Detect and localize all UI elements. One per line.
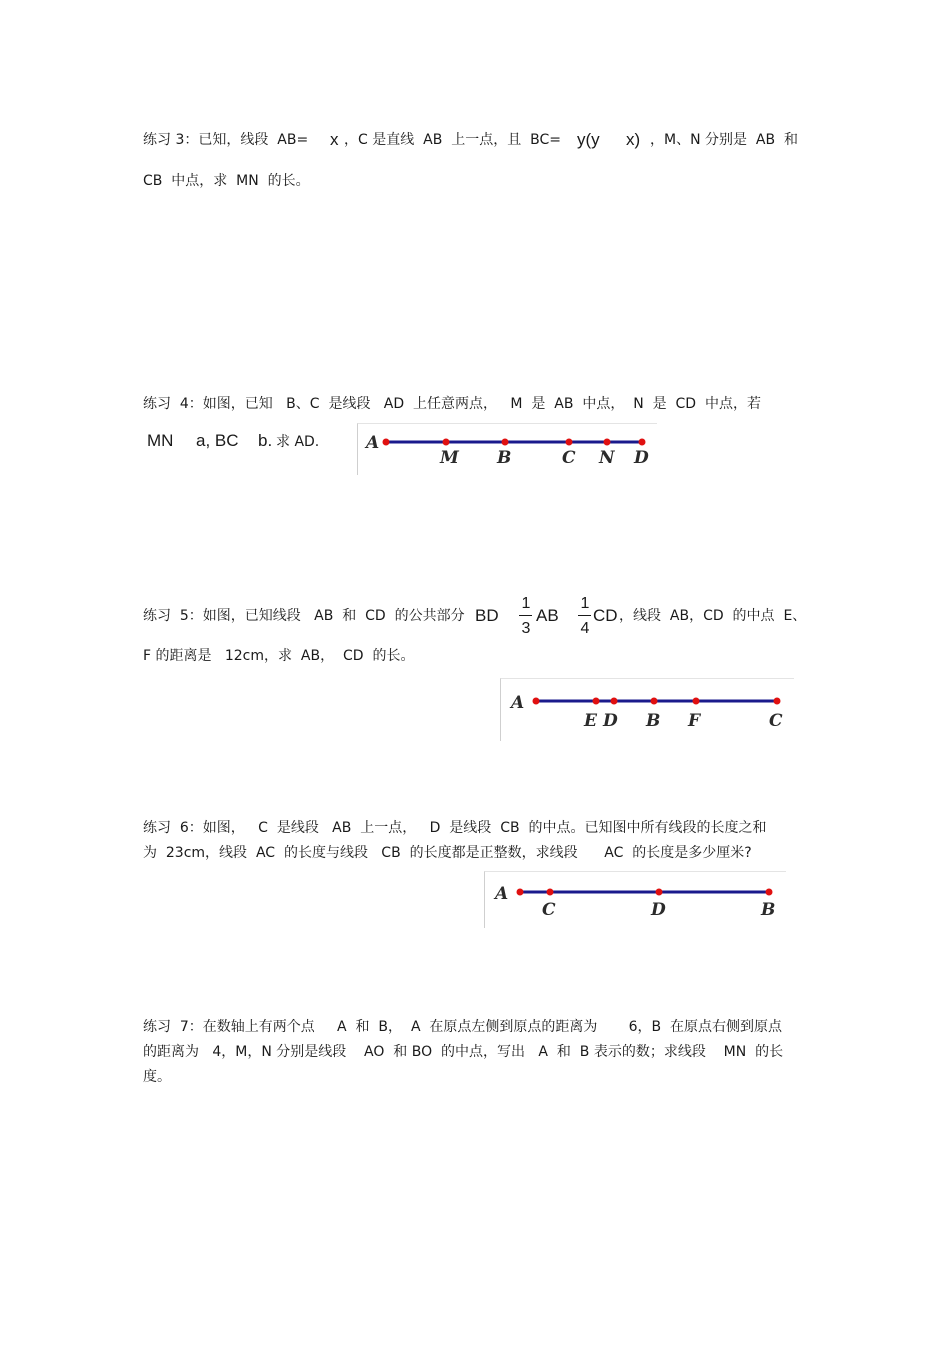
label-f: F: [688, 711, 701, 731]
point-c: [566, 439, 573, 446]
label-a: A: [495, 884, 509, 904]
label-b: B: [761, 900, 776, 920]
ex6-line1: 练习 6：如图， C 是线段 AB 上一点， D 是线段 CB 的中点。已知图中所有线段的长度之和: [143, 820, 767, 836]
point-m: [443, 439, 450, 446]
ex5-bd: BD: [475, 606, 499, 625]
ex4-line1: 练习 4：如图，已知 B、C 是线段 AD 上任意两点， M 是 AB 中点， N 是 CD 中点，若: [143, 396, 761, 412]
ex3-line1-mid: ，C 是直线 AB 上一点，且 BC=: [344, 132, 561, 148]
point-d: [656, 889, 663, 896]
point-a: [533, 698, 540, 705]
point-a: [383, 439, 390, 446]
ex6-figure: [484, 871, 786, 928]
ex3-var-x: x: [330, 130, 339, 149]
point-d: [611, 698, 618, 705]
label-n: N: [599, 448, 615, 468]
point-c: [774, 698, 781, 705]
point-f: [693, 698, 700, 705]
point-b: [766, 889, 773, 896]
point-c: [547, 889, 554, 896]
label-b: B: [646, 711, 661, 731]
ex5-frac2-bar: [578, 615, 591, 616]
ex5-line2: F 的距离是 12cm，求 AB， CD 的长。: [143, 648, 415, 664]
ex3-line1-pre: 练习 3：已知，线段 AB=: [143, 132, 309, 148]
point-d: [639, 439, 646, 446]
ex5-frac2-num: 1: [580, 595, 590, 612]
label-d: D: [603, 711, 618, 731]
ex5-ab: AB: [536, 606, 559, 625]
ex5-segment-diagram: [501, 679, 794, 741]
ex4-formula-b: b.: [258, 431, 273, 450]
ex3-line1-post: ，M、N 分别是 AB 和: [650, 132, 798, 148]
ex5-cd: CD: [593, 606, 618, 625]
ex7-line2: 的距离为 4，M，N 分别是线段 AO 和 BO 的中点，写出 A 和 B 表示的数；求线段 MN 的长: [143, 1044, 784, 1060]
label-d: D: [651, 900, 666, 920]
ex4-segment-diagram: [358, 424, 657, 475]
label-c: C: [562, 448, 576, 468]
point-a: [517, 889, 524, 896]
label-c: C: [542, 900, 556, 920]
ex4-formula-mn: MN: [147, 431, 174, 450]
label-a: A: [511, 693, 525, 713]
point-e: [593, 698, 600, 705]
ex4-figure: [357, 423, 657, 475]
label-m: M: [440, 448, 459, 468]
point-b: [502, 439, 509, 446]
ex4-tail: 求 AD.: [276, 434, 320, 450]
ex5-frac2-den: 4: [580, 620, 590, 637]
point-b: [651, 698, 658, 705]
label-e: E: [584, 711, 597, 731]
ex3-var-x2: x): [626, 130, 641, 149]
label-a: A: [366, 433, 380, 453]
ex7-line3: 度。: [143, 1069, 171, 1085]
label-d: D: [634, 448, 649, 468]
ex5-line1-post: ，线段 AB，CD 的中点 E、: [619, 608, 807, 624]
ex3-var-y: y(y: [577, 130, 600, 149]
ex5-figure: [500, 678, 794, 741]
ex5-line1-pre: 练习 5：如图，已知线段 AB 和 CD 的公共部分: [143, 608, 465, 624]
point-n: [604, 439, 611, 446]
ex6-segment-diagram: [485, 872, 786, 928]
ex5-frac1-bar: [519, 615, 532, 616]
ex6-line2: 为 23cm，线段 AC 的长度与线段 CB 的长度都是正整数，求线段 AC 的长度是多少厘米?: [143, 845, 752, 861]
ex7-line1: 练习 7：在数轴上有两个点 A 和 B， A 在原点左侧到原点的距离为 6，B 在原点右侧到原点: [143, 1019, 782, 1035]
ex5-frac1-num: 1: [521, 595, 531, 612]
ex5-frac1-den: 3: [521, 620, 531, 637]
ex3-line2: CB 中点，求 MN 的长。: [143, 173, 310, 189]
label-c: C: [769, 711, 783, 731]
ex4-formula-a-bc: a, BC: [196, 431, 239, 450]
label-b: B: [497, 448, 512, 468]
